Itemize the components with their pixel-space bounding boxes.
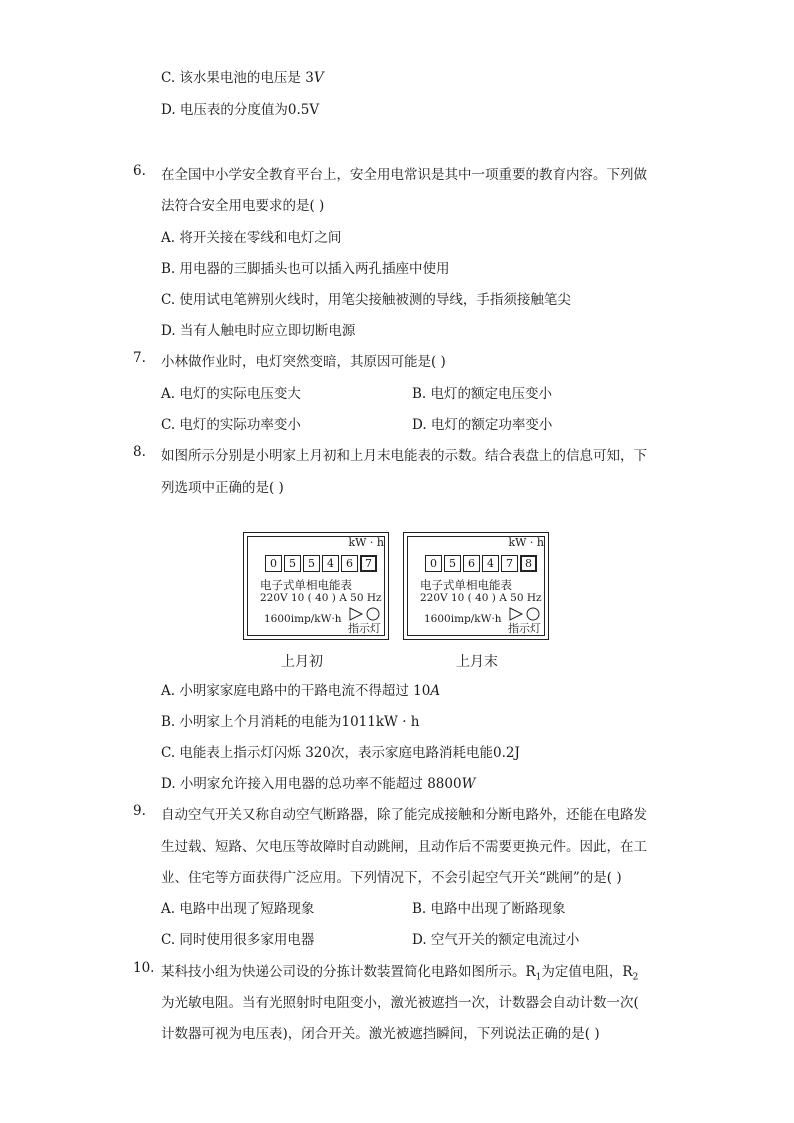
q6-option-d: D. 当有人触电时应立即切断电源 <box>161 323 356 339</box>
meter-digit: 6 <box>341 555 358 572</box>
q8-stem-line1: 如图所示分别是小明家上月初和上月末电能表的示数。结合表盘上的信息可知，下 <box>161 448 647 464</box>
meter-digit: 6 <box>463 555 480 572</box>
meter-title: 电子式单相电能表 <box>420 578 512 592</box>
meter-digit: 0 <box>425 555 442 572</box>
q9-option-d: D. 空气开关的额定电流过小 <box>412 932 580 948</box>
q8-stem-line2: 列选项中正确的是( ) <box>161 480 284 496</box>
indicator-light <box>348 606 382 636</box>
meter-spec: 220V 10 ( 40 ) A 50 Hz <box>420 592 542 604</box>
q7-option-b: B. 电灯的额定电压变小 <box>412 386 553 402</box>
q10-number: 10. <box>133 960 155 976</box>
q7-option-d: D. 电灯的额定功率变小 <box>412 417 553 433</box>
meter-unit: kW · h <box>508 536 544 549</box>
q6-option-b: B. 用电器的三脚插头也可以插入两孔插座中使用 <box>161 261 450 277</box>
q9-option-c: C. 同时使用很多家用电器 <box>161 932 315 948</box>
q9-stem-line1: 自动空气开关又称自动空气断路器，除了能完成接触和分断电路外，还能在电路发 <box>161 807 647 823</box>
q7-option-a: A. 电灯的实际电压变大 <box>161 386 301 402</box>
q7-option-c: C. 电灯的实际功率变小 <box>161 417 301 433</box>
q7-stem: 小林做作业时，电灯突然变暗，其原因可能是( ) <box>161 354 446 370</box>
meter-digit: 4 <box>322 555 339 572</box>
meter-digits <box>265 555 379 572</box>
indicator-label: 指示灯 <box>348 622 381 635</box>
q8-option-a: A. 小明家家庭电路中的干路电流不得超过 10A <box>161 683 441 699</box>
q6-stem-line2: 法符合安全用电要求的是( ) <box>161 198 325 214</box>
meter-digit: 7 <box>501 555 518 572</box>
meter-decimal-digit: 8 <box>520 555 537 572</box>
q10-stem-line2: 为光敏电阻。当有光照射时电阻变小，激光被遮挡一次，计数器会自动计数一次( <box>161 995 639 1011</box>
q8-option-c: C. 电能表上指示灯闪烁 320次，表示家庭电路消耗电能0.2J <box>161 745 520 761</box>
q6-option-c: C. 使用试电笔辨别火线时，用笔尖接触被测的导线，手指须接触笔尖 <box>161 292 571 308</box>
q9-option-a: A. 电路中出现了短路现象 <box>161 901 315 917</box>
meter-digit: 5 <box>303 555 320 572</box>
meter-digit: 0 <box>265 555 282 572</box>
q7-number: 7. <box>133 350 146 366</box>
meter-unit: kW · h <box>348 536 384 549</box>
q8-option-b: B. 小明家上个月消耗的电能为1011kW · h <box>161 714 420 730</box>
q8-number: 8. <box>133 444 146 460</box>
meter-end-of-month <box>403 532 549 640</box>
meter-spec: 220V 10 ( 40 ) A 50 Hz <box>260 592 382 604</box>
q9-option-b: B. 电路中出现了断路现象 <box>412 901 566 917</box>
q9-stem-line2: 生过载、短路、欠电压等故障时自动跳闸，且动作后不需要更换元件。因此，在工 <box>161 839 647 855</box>
meter-start-of-month <box>243 532 389 640</box>
meter-imp: 1600imp/kW·h <box>424 613 502 625</box>
q10-stem-line1: 某科技小组为快递公司设的分拣计数装置简化电路如图所示。$R_1$为定值电阻，$R_2$ <box>161 964 639 983</box>
meter-decimal-digit: 7 <box>360 555 377 572</box>
q5-option-c: C. 该水果电池的电压是 3V <box>161 70 324 86</box>
q8-option-d: D. 小明家允许接入用电器的总功率不能超过 8800W <box>161 776 476 792</box>
meter-title: 电子式单相电能表 <box>260 578 352 592</box>
q6-stem-line1: 在全国中小学安全教育平台上，安全用电常识是其中一项重要的教育内容。下列做 <box>161 167 647 183</box>
meter-digit: 4 <box>482 555 499 572</box>
meter-caption-end: 上月末 <box>456 654 498 670</box>
q6-option-a: A. 将开关接在零线和电灯之间 <box>161 230 342 246</box>
indicator-label: 指示灯 <box>508 622 541 635</box>
q6-number: 6. <box>133 163 146 179</box>
meter-digit: 5 <box>284 555 301 572</box>
q10-stem-line3: 计数器可视为电压表)，闭合开关。激光被遮挡瞬间，下列说法正确的是( ) <box>161 1026 600 1042</box>
meter-digit: 5 <box>444 555 461 572</box>
meter-caption-start: 上月初 <box>281 654 323 670</box>
meter-digits <box>425 555 539 572</box>
q5-option-d: D. 电压表的分度值为0.5V <box>161 102 320 118</box>
q9-number: 9. <box>133 803 146 819</box>
meter-imp: 1600imp/kW·h <box>264 613 342 625</box>
indicator-light <box>508 606 542 636</box>
q9-stem-line3: 业、住宅等方面获得广泛应用。下列情况下，不会引起空气开关“跳闸”的是( ) <box>161 870 622 886</box>
